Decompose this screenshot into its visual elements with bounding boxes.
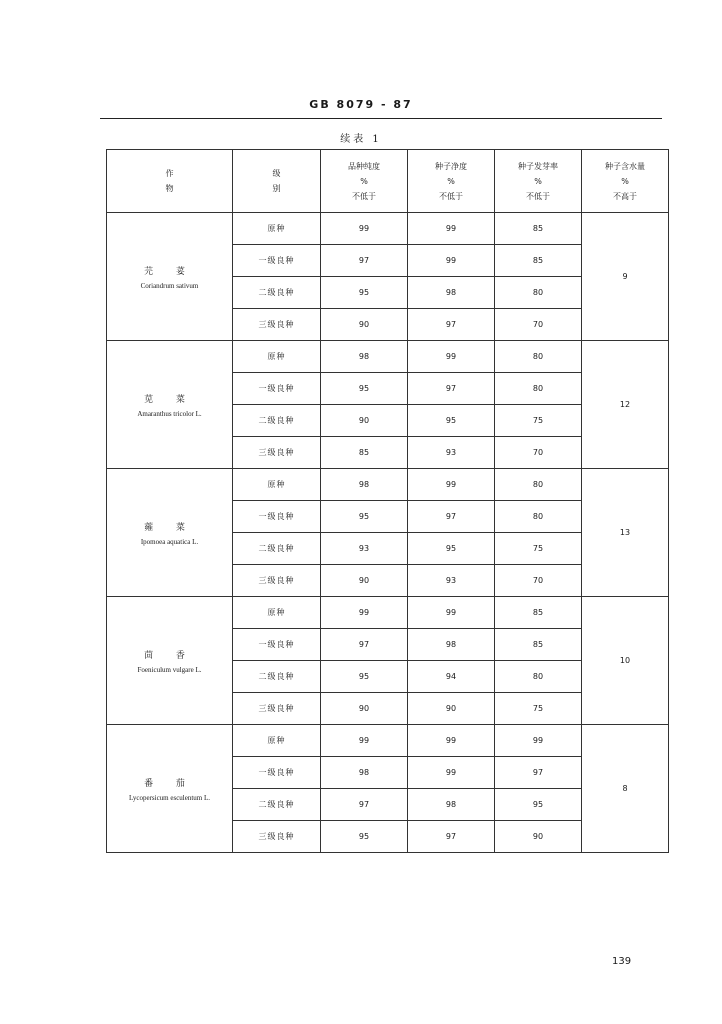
grade-cell: 一级良种 (233, 245, 321, 277)
column-header-line: 物 (165, 184, 174, 193)
crop-name-cell (107, 213, 233, 341)
cleanliness-cell: 94 (408, 661, 495, 693)
column-header-moisture (582, 150, 669, 213)
grade-cell: 三级良种 (233, 437, 321, 469)
crop-name-latin: Amaranthus tricolor L. (137, 409, 202, 418)
grade-cell: 原种 (233, 725, 321, 757)
crop-name-latin: Coriandrum sativum (140, 281, 199, 290)
column-header-line: % (447, 176, 455, 186)
cleanliness-cell: 97 (408, 501, 495, 533)
crop-name-chinese: 番 茄 (144, 778, 195, 789)
cleanliness-cell: 99 (408, 245, 495, 277)
germination-cell: 85 (495, 213, 582, 245)
purity-cell: 90 (321, 405, 408, 437)
grade-cell: 三级良种 (233, 309, 321, 341)
cleanliness-cell: 95 (408, 533, 495, 565)
cleanliness-cell: 99 (408, 213, 495, 245)
column-header-line: 级 (272, 169, 281, 178)
purity-cell: 95 (321, 501, 408, 533)
moisture-cell: 8 (582, 725, 669, 853)
column-header-line: 种子净度 (435, 161, 467, 171)
crop-name-chinese: 苋 菜 (144, 394, 195, 405)
purity-cell: 95 (321, 373, 408, 405)
germination-cell: 85 (495, 245, 582, 277)
crop-name-cell (107, 597, 233, 725)
purity-cell: 97 (321, 789, 408, 821)
cleanliness-cell: 99 (408, 725, 495, 757)
germination-cell: 80 (495, 501, 582, 533)
purity-cell: 90 (321, 565, 408, 597)
crop-name-latin: Foeniculum vulgare L. (137, 665, 202, 674)
grade-cell: 原种 (233, 341, 321, 373)
germination-cell: 70 (495, 437, 582, 469)
header-rule (100, 118, 662, 119)
grade-cell: 原种 (233, 597, 321, 629)
crop-name-chinese: 蕹 菜 (144, 522, 195, 533)
column-header-line: 不高于 (613, 191, 637, 201)
crop-name-latin: Ipomoea aquatica L. (140, 537, 199, 546)
column-header-grade (233, 150, 321, 213)
crop-name-chinese: 茴 香 (144, 650, 195, 661)
cleanliness-cell: 93 (408, 437, 495, 469)
cleanliness-cell: 99 (408, 341, 495, 373)
cleanliness-cell: 97 (408, 373, 495, 405)
moisture-cell: 9 (582, 213, 669, 341)
seed-quality-table (106, 149, 669, 853)
table-row (107, 597, 669, 629)
purity-cell: 97 (321, 629, 408, 661)
germination-cell: 75 (495, 693, 582, 725)
column-header-line: 种子发芽率 (518, 161, 558, 171)
grade-cell: 三级良种 (233, 821, 321, 853)
cleanliness-cell: 97 (408, 309, 495, 341)
column-header-line: 不低于 (526, 191, 550, 201)
grade-cell: 三级良种 (233, 693, 321, 725)
purity-cell: 98 (321, 341, 408, 373)
purity-cell: 98 (321, 469, 408, 501)
table-body (107, 213, 669, 853)
cleanliness-cell: 99 (408, 469, 495, 501)
column-header-germination (495, 150, 582, 213)
germination-cell: 80 (495, 469, 582, 501)
grade-cell: 三级良种 (233, 565, 321, 597)
purity-cell: 95 (321, 661, 408, 693)
grade-cell: 二级良种 (233, 405, 321, 437)
column-header-line: % (621, 176, 629, 186)
germination-cell: 97 (495, 757, 582, 789)
column-header-line: 别 (272, 184, 281, 193)
column-header-line: 作 (165, 169, 174, 178)
purity-cell: 93 (321, 533, 408, 565)
moisture-cell: 12 (582, 341, 669, 469)
column-header-crop (107, 150, 233, 213)
column-header-line: 不低于 (439, 191, 463, 201)
germination-cell: 85 (495, 629, 582, 661)
cleanliness-cell: 93 (408, 565, 495, 597)
grade-cell: 二级良种 (233, 277, 321, 309)
column-header-purity (321, 150, 408, 213)
germination-cell: 80 (495, 277, 582, 309)
purity-cell: 99 (321, 213, 408, 245)
grade-cell: 原种 (233, 469, 321, 501)
column-header-cleanliness (408, 150, 495, 213)
cleanliness-cell: 95 (408, 405, 495, 437)
crop-name-cell (107, 469, 233, 597)
table-row (107, 341, 669, 373)
crop-name-latin: Lycopersicum esculentum L. (128, 793, 211, 802)
crop-name-chinese: 芫 荽 (144, 266, 195, 277)
moisture-cell: 13 (582, 469, 669, 597)
grade-cell: 一级良种 (233, 373, 321, 405)
cleanliness-cell: 98 (408, 277, 495, 309)
table-row (107, 725, 669, 757)
crop-name-cell (107, 341, 233, 469)
germination-cell: 70 (495, 309, 582, 341)
purity-cell: 90 (321, 309, 408, 341)
grade-cell: 二级良种 (233, 789, 321, 821)
purity-cell: 85 (321, 437, 408, 469)
germination-cell: 80 (495, 661, 582, 693)
table-header-row (107, 150, 669, 213)
purity-cell: 95 (321, 277, 408, 309)
table-caption: 续表 1 (340, 134, 382, 145)
germination-cell: 95 (495, 789, 582, 821)
column-header-line: % (534, 176, 542, 186)
germination-cell: 85 (495, 597, 582, 629)
germination-cell: 80 (495, 341, 582, 373)
germination-cell: 70 (495, 565, 582, 597)
cleanliness-cell: 97 (408, 821, 495, 853)
cleanliness-cell: 98 (408, 629, 495, 661)
grade-cell: 二级良种 (233, 661, 321, 693)
cleanliness-cell: 99 (408, 757, 495, 789)
standard-code: GB 8079 - 87 (309, 98, 413, 111)
germination-cell: 80 (495, 373, 582, 405)
column-header-line: 不低于 (352, 191, 376, 201)
purity-cell: 97 (321, 245, 408, 277)
page-number: 139 (612, 956, 632, 967)
grade-cell: 二级良种 (233, 533, 321, 565)
germination-cell: 75 (495, 405, 582, 437)
grade-cell: 一级良种 (233, 501, 321, 533)
purity-cell: 99 (321, 725, 408, 757)
grade-cell: 一级良种 (233, 629, 321, 661)
purity-cell: 90 (321, 693, 408, 725)
crop-name-cell (107, 725, 233, 853)
cleanliness-cell: 98 (408, 789, 495, 821)
table-row (107, 213, 669, 245)
grade-cell: 一级良种 (233, 757, 321, 789)
grade-cell: 原种 (233, 213, 321, 245)
cleanliness-cell: 99 (408, 597, 495, 629)
table-row (107, 469, 669, 501)
germination-cell: 99 (495, 725, 582, 757)
germination-cell: 90 (495, 821, 582, 853)
cleanliness-cell: 90 (408, 693, 495, 725)
column-header-line: 品种纯度 (348, 161, 380, 171)
moisture-cell: 10 (582, 597, 669, 725)
column-header-line: 种子含水量 (605, 161, 645, 171)
purity-cell: 98 (321, 757, 408, 789)
purity-cell: 99 (321, 597, 408, 629)
purity-cell: 95 (321, 821, 408, 853)
germination-cell: 75 (495, 533, 582, 565)
column-header-line: % (360, 176, 368, 186)
